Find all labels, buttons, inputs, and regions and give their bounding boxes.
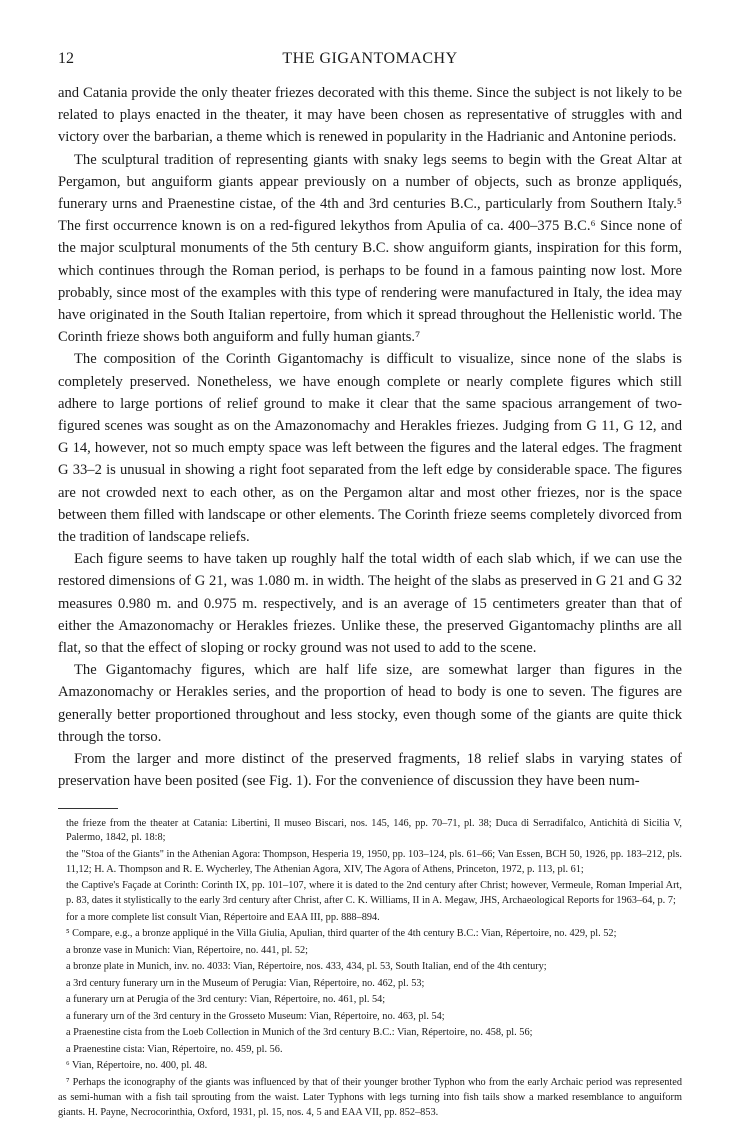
page xyxy=(58,50,682,1122)
running-header xyxy=(58,50,682,76)
footnote: the frieze from the theater at Catania: Libertini, Il museo Biscari, nos. 145, 146, pp. 70–71, pl. 38; Duca di Serradifalco, Antichità di Sicilia V, Palermo, 1842, pl. 18:8; xyxy=(66,817,682,844)
footnote: a Praenestine cista from the Loeb Collection in Munich of the 3rd century B.C.: Vian, Répertoire, no. 458, pl. 56; xyxy=(66,1027,533,1039)
footnote: a funerary urn at Perugia of the 3rd century: Vian, Répertoire, no. 461, pl. 54; xyxy=(66,994,386,1006)
paragraph: The sculptural tradition of representing giants with snaky legs seems to begin with the Great Altar at Pergamon, but anguiform giants appear previously on a number of objects, such as bronze appliqués, funerary urns and Praenestine cistae, of the 4th and 3rd centuries B.C., particularly from Southern Italy.⁵ The first occurrence known is on a red-figured lekythos from Apulia of ca. 400–375 B.C.⁶ Since none of the major sculptural monuments of the 5th century B.C. show anguiform giants, inspiration for this form, which continues through the Roman period, is perhaps to be found in a famous painting now lost. More probably, since most of the examples with this type of rendering were manufactured in Italy, the idea may have originated in the South Italian repertoire, from which it spread throughout the Hellenistic world. The Corinth frieze shows both anguiform and fully human giants.⁷ xyxy=(58,151,682,346)
footnote: the Captive's Façade at Corinth: Corinth IX, pp. 101–107, where it is dated to the 2nd century after Christ; however, Vermeule, Roman Imperial Art, p. 83, dates it stylistically to the early 3rd century after Christ, after C. K. Williams, II in A. Megaw, JHS, Archaeological Reports for 1963–64, p. 7; xyxy=(66,880,682,907)
footnotes xyxy=(58,817,682,1121)
running-title: THE GIGANTOMACHY xyxy=(282,50,458,67)
footnote: a Praenestine cista: Vian, Répertoire, no. 459, pl. 56. xyxy=(66,1043,283,1055)
paragraph: From the larger and more distinct of the preserved fragments, 18 relief slabs in varying states of preservation have been posited (see Fig. 1). For the convenience of discussion they have been num- xyxy=(58,751,682,790)
footnote-divider xyxy=(58,808,118,809)
footnote: ⁷ Perhaps the iconography of the giants was influenced by that of their younger brother Typhon who from the early Archaic period was represented as semi-human with a fish tail sprouting from the waist. Later Typhons with legs turning into fish tails show a marked resemblance to anguiform giants. H. Payne, Necrocorinthia, Oxford, 1931, pl. 15, nos. 4, 5 and EAA VII, pp. 852–853. xyxy=(58,1076,682,1118)
body-text xyxy=(58,82,682,793)
footnote: for a more complete list consult Vian, Répertoire and EAA III, pp. 888–894. xyxy=(66,911,380,923)
footnote: a 3rd century funerary urn in the Museum of Perugia: Vian, Répertoire, no. 462, pl. 53; xyxy=(66,977,425,989)
footnote: the "Stoa of the Giants" in the Athenian Agora: Thompson, Hesperia 19, 1950, pp. 103–124, pls. 61–66; Van Essen, BCH 50, 1926, pp. 183–212, pls. 11,12; H. A. Thompson and R. E. Wycherley, The Athenian Agora, XIV, The Agora of Athens, Princeton, 1972, p. 113, pl. 61; xyxy=(66,848,682,875)
footnote: a bronze plate in Munich, inv. no. 4033: Vian, Répertoire, nos. 433, 434, pl. 53, South Italian, end of the 4th century; xyxy=(66,961,547,973)
footnote: a bronze vase in Munich: Vian, Répertoire, no. 441, pl. 52; xyxy=(66,944,308,956)
paragraph: The composition of the Corinth Gigantomachy is difficult to visualize, since none of the slabs is completely preserved. Nonetheless, we have enough complete or nearly complete figures which still adhere to large portions of relief ground to make it clear that the same spacious arrangement of two-figured scenes was sought as on the Amazonomachy and Herakles friezes. Judging from G 11, G 12, and G 14, however, not so much empty space was left between the figures and the lateral edges. The fragment G 33–2 is unusual in showing a right foot separated from the left edge by considerable space. The figures are not crowded next to each other, as on the Pergamon altar and most other friezes, nor is the space between them filled with landscape or other elements. The Corinth frieze seems completely divorced from the tradition of landscape reliefs. xyxy=(58,351,682,546)
paragraph: The Gigantomachy figures, which are half life size, are somewhat larger than figures in the Amazonomachy or Herakles series, and the proportion of head to body is one to seven. The figures are generally better proportioned throughout and less stocky, even though some of the giants are quite thick through the torso. xyxy=(58,662,682,745)
footnote: ⁶ Vian, Répertoire, no. 400, pl. 48. xyxy=(66,1060,208,1072)
paragraph: Each figure seems to have taken up roughly half the total width of each slab which, if we can use the restored dimensions of G 21, was 1.080 m. in width. The height of the slabs as preserved in G 21 and G 32 measures 0.980 m. and 0.975 m. respectively, and is an average of 15 centimeters greater than that of either the Amazonomachy or Herakles friezes. Unlike these, the preserved Gigantomachy plinths are all flat, so that the effect of sloping or rocky ground was not used to add to the scene. xyxy=(58,551,682,657)
footnote: a funerary urn of the 3rd century in the Grosseto Museum: Vian, Répertoire, no. 463, pl. 54; xyxy=(66,1010,445,1022)
footnote: ⁵ Compare, e.g., a bronze appliqué in the Villa Giulia, Apulian, third quarter of the 4th century B.C.: Vian, Répertoire, no. 429, pl. 52; xyxy=(66,928,617,940)
paragraph: and Catania provide the only theater friezes decorated with this theme. Since the subject is not likely to be related to plays enacted in the theater, it may have been chosen as representative of struggles with and victory over the barbarian, a theme which is renewed in popularity in the Hadrianic and Antonine periods. xyxy=(58,85,682,146)
page-number: 12 xyxy=(58,50,74,67)
